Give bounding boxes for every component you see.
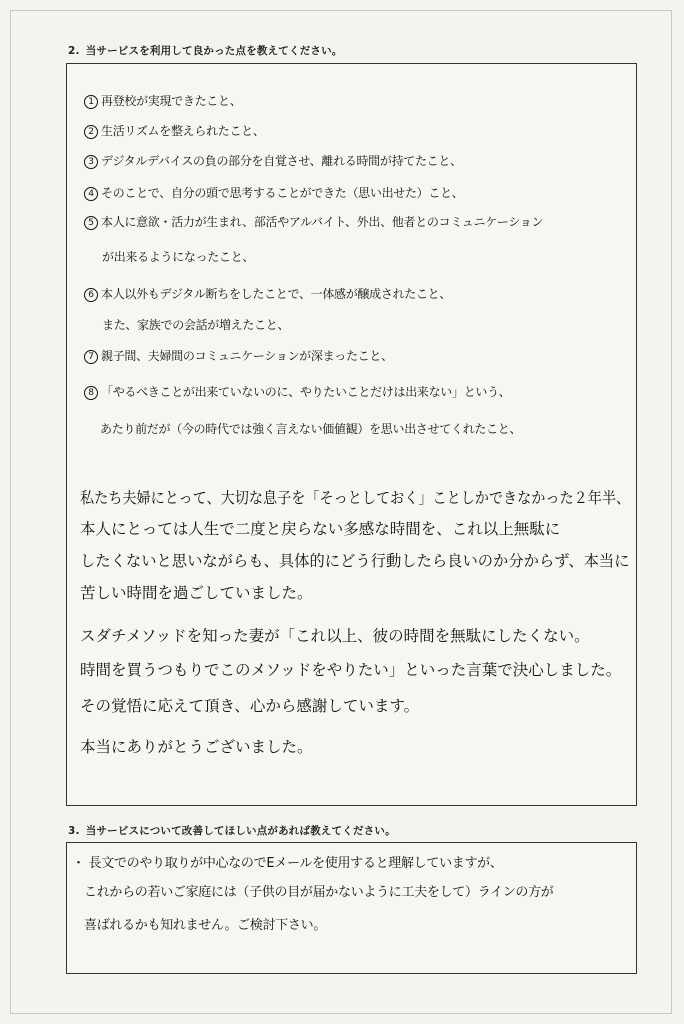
answer-line: ・ 長文でのやり取りが中心なのでEメールを使用すると理解していますが、 bbox=[72, 856, 503, 871]
item-number-mark: 7 bbox=[84, 350, 98, 364]
item-text: そのことで、自分の頭で思考することができた（思い出せた）こと、 bbox=[101, 186, 464, 200]
item-number-mark: 6 bbox=[84, 288, 98, 302]
question-2-number: 2. bbox=[68, 45, 80, 57]
item-text: 本人以外もデジタル断ちをしたことで、一体感が醸成されたこと、 bbox=[101, 287, 452, 301]
item-text: 「やるべきことが出来ていないのに、やりたいことだけは出来ない」という、 bbox=[101, 385, 511, 399]
question-2-heading bbox=[68, 43, 343, 58]
list-item bbox=[84, 347, 393, 364]
paragraph-line: 本人にとっては人生で二度と戻らない多感な時間を、これ以上無駄に bbox=[80, 520, 561, 538]
item-text: 再登校が実現できたこと、 bbox=[101, 94, 242, 108]
question-3-heading bbox=[68, 823, 396, 838]
paragraph-line: したくないと思いながらも、具体的にどう行動したら良いのか分からず、本当に bbox=[80, 552, 630, 570]
item-number-mark: 5 bbox=[84, 216, 98, 230]
question-3-text: 当サービスについて改善してほしい点があれば教えてください。 bbox=[85, 825, 396, 837]
list-item-continuation: が出来るようになったこと、 bbox=[102, 250, 255, 264]
list-item-continuation: また、家族での会話が増えたこと、 bbox=[102, 318, 290, 332]
question-2-text: 当サービスを利用して良かった点を教えてください。 bbox=[85, 45, 343, 57]
item-number-mark: 2 bbox=[84, 125, 98, 139]
list-item bbox=[84, 184, 463, 201]
list-item bbox=[84, 92, 241, 109]
list-item bbox=[84, 383, 511, 400]
item-text: 生活リズムを整えられたこと、 bbox=[101, 124, 265, 138]
item-number-mark: 8 bbox=[84, 386, 98, 400]
item-number-mark: 3 bbox=[84, 155, 98, 169]
item-number-mark: 1 bbox=[84, 95, 98, 109]
list-item bbox=[84, 285, 451, 302]
paragraph-line: 本当にありがとうございました。 bbox=[80, 738, 313, 756]
paragraph-line: 私たち夫婦にとって、大切な息子を「そっとしておく」ことしかできなかった２年半、 bbox=[80, 489, 631, 507]
list-item-continuation: あたり前だが（今の時代では強く言えない価値観）を思い出させてくれたこと、 bbox=[100, 422, 522, 436]
paragraph-line: その覚悟に応えて頂き、心から感謝しています。 bbox=[80, 697, 420, 715]
list-item bbox=[84, 122, 265, 139]
item-number-mark: 4 bbox=[84, 187, 98, 201]
paragraph-line: 苦しい時間を過ごしていました。 bbox=[80, 584, 313, 602]
item-text: 親子間、夫婦間のコミュニケーションが深まったこと、 bbox=[101, 349, 393, 363]
answer-line: これからの若いご家庭には（子供の目が届かないように工夫をして）ラインの方が bbox=[84, 885, 554, 900]
item-text: 本人に意欲・活力が生まれ、部活やアルバイト、外出、他者とのコミュニケーション bbox=[101, 215, 544, 229]
paragraph-line: スダチメソッドを知った妻が「これ以上、彼の時間を無駄にしたくない。 bbox=[80, 627, 590, 645]
question-3-number: 3. bbox=[68, 825, 80, 837]
item-text: デジタルデバイスの負の部分を自覚させ、離れる時間が持てたこと、 bbox=[101, 154, 462, 168]
paragraph-line: 時間を買うつもりでこのメソッドをやりたい」といった言葉で決心しました。 bbox=[80, 661, 622, 679]
list-item bbox=[84, 213, 543, 230]
list-item bbox=[84, 152, 462, 169]
answer-line: 喜ばれるかも知れません。ご検討下さい。 bbox=[84, 918, 327, 933]
